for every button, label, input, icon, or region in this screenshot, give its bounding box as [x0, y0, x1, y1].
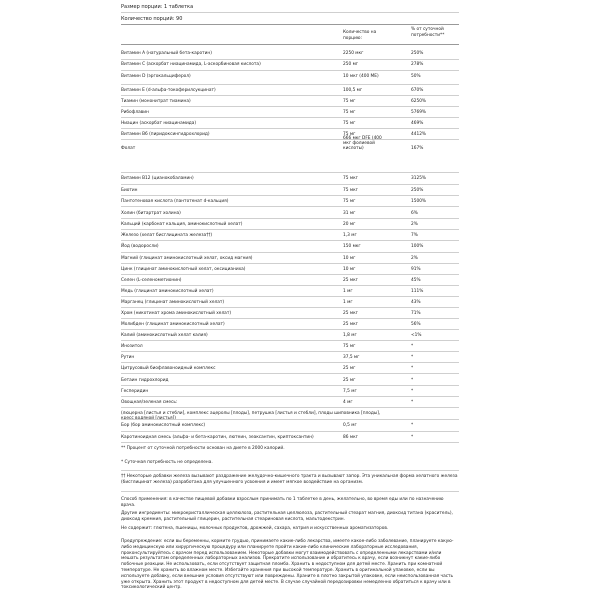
column-header-amount: Количество на порцию: — [343, 30, 377, 41]
nutrient-amount: 25 мг — [343, 378, 356, 383]
nutrient-amount: 25 мкг — [343, 278, 358, 283]
nutrient-amount: 25 мкг — [343, 311, 358, 316]
row-divider — [121, 218, 459, 219]
nutrient-name: Йод (водоросли) — [121, 244, 159, 249]
nutrient-daily-value: 50% — [411, 74, 421, 79]
row-divider — [121, 329, 459, 330]
nutrient-daily-value: * — [411, 378, 414, 383]
row-divider — [121, 296, 459, 297]
directions: Способ применения: в качестве пищевой добавки взрослым принимать по 1 таблетке в день, желательно, во время еды или по назначению врача. — [121, 497, 444, 508]
nutrient-daily-value: * — [411, 389, 414, 394]
nutrient-name: Бетаин гидрохлорид — [121, 378, 169, 383]
nutrient-daily-value: 71% — [411, 311, 421, 316]
nutrient-name: Витамин B6 (пиридоксингидрохлорид) — [121, 132, 210, 137]
nutrient-name: Цинк (глицинат аминокислотный хелат, оксицианиха) — [121, 267, 246, 272]
nutrient-amount: 1,8 мг — [343, 333, 357, 338]
nutrient-name: Ниацин (аскорбат ниацинамида) — [121, 121, 197, 126]
nutrient-daily-value: * — [411, 366, 414, 371]
row-divider — [121, 95, 459, 96]
nutrient-daily-value: 278% — [411, 62, 424, 67]
row-divider — [121, 106, 459, 107]
nutrient-daily-value: 167% — [411, 146, 424, 151]
nutrient-amount: 75 мкг — [343, 188, 358, 193]
row-divider — [121, 139, 459, 140]
footnote-not-established: * Суточная потребность не определена. — [121, 460, 213, 465]
servings-count: Количество порций: 90 — [121, 16, 183, 22]
nutrient-name: Витамин A (натуральный бета-каротин) — [121, 51, 212, 56]
nutrient-daily-value: * — [411, 355, 414, 360]
nutrient-name: Магний (глицинат аминокислотный хелат, оксид магния) — [121, 256, 253, 261]
other-ingredients: Другие ингредиенты: микрокристаллическая целлюлоза, растительная целлюлоза, растительный стеарат магния, диоксид титана (краситель), диоксид кремния, растительный глицерин, растительная стеариновая кислота, мальтодекстрин. — [121, 511, 453, 522]
row-divider — [121, 240, 459, 241]
row-divider — [121, 59, 459, 60]
nutrient-daily-value: * — [411, 435, 414, 440]
row-divider — [121, 396, 459, 397]
row-divider — [121, 184, 459, 185]
nutrient-amount: 250 мг — [343, 62, 359, 67]
row-divider — [121, 206, 459, 207]
row-divider — [121, 70, 459, 71]
nutrient-daily-value: 91% — [411, 267, 421, 272]
nutrient-name: Селен (L-селенометионин) — [121, 278, 182, 283]
row-divider — [121, 285, 459, 286]
nutrient-daily-value: 100% — [411, 244, 424, 249]
nutrient-name: Кальций (карбонат кальция, аминокислотный хелат) — [121, 222, 243, 227]
row-divider — [121, 442, 459, 443]
row-divider — [121, 252, 459, 253]
nutrient-amount: 1,3 мг — [343, 233, 357, 238]
nutrient-name: Каротиноидная смесь (альфа- и бета-каротин, лютеин, зеаксантин, криптоксантин) — [121, 435, 314, 440]
nutrient-amount: 100,5 мг — [343, 88, 363, 93]
nutrient-name: Хром (никотинат хрома аминокислотный хелат) — [121, 311, 231, 316]
row-divider — [121, 318, 459, 319]
nutrient-name: Калий (аминокислотный хелат калия) — [121, 333, 208, 338]
nutrient-amount: 20 мг — [343, 222, 356, 227]
row-divider — [121, 340, 459, 341]
nutrient-name: Витамин E (d-альфа-токоферилсукцинат) — [121, 88, 216, 93]
row-divider — [121, 407, 459, 408]
nutrient-daily-value: 111% — [411, 289, 424, 294]
nutrient-daily-value: * — [411, 344, 414, 349]
row-divider — [121, 419, 459, 420]
nutrient-amount: 4 мг — [343, 400, 353, 405]
nutrient-daily-value: 250% — [411, 188, 424, 193]
nutrient-amount: 25 мкг — [343, 322, 358, 327]
row-divider — [121, 84, 459, 85]
nutrient-amount: 75 мг — [343, 99, 356, 104]
nutrient-daily-value: 250% — [411, 51, 424, 56]
divider — [121, 12, 459, 13]
nutrient-daily-value: 1500% — [411, 199, 427, 204]
nutrient-daily-value: * — [411, 423, 414, 428]
row-divider — [121, 172, 459, 173]
nutrient-amount: 25 мг — [343, 366, 356, 371]
nutrient-name: Рибофлавин — [121, 110, 149, 115]
nutrient-amount: 31 мг — [343, 211, 356, 216]
nutrient-amount: 2250 мкг — [343, 51, 364, 56]
nutrient-name: Марганец (глицинат аминокислотный хелат) — [121, 300, 225, 305]
row-divider — [121, 195, 459, 196]
nutrient-daily-value: 5769% — [411, 110, 427, 115]
row-divider — [121, 373, 459, 374]
nutrient-daily-value: 3125% — [411, 176, 427, 181]
nutrient-name: Железо (хелат бисглицината железа††) — [121, 233, 213, 238]
divider — [121, 24, 459, 25]
nutrient-name: Тиамин (мононитрат тиамина) — [121, 99, 191, 104]
nutrient-daily-value: 469% — [411, 121, 424, 126]
nutrient-name: Фолат — [121, 146, 136, 151]
serving-size: Размер порции: 1 таблетка — [121, 4, 194, 10]
row-divider — [121, 362, 459, 363]
row-divider — [121, 117, 459, 118]
row-divider — [121, 263, 459, 264]
nutrient-amount: 1 мг — [343, 289, 353, 294]
nutrient-name: Пантотеновая кислота (пантотенат d-кальция) — [121, 199, 229, 204]
nutrient-amount: 37,5 мг — [343, 355, 360, 360]
nutrient-name: Овощная/зеленая смесь: — [121, 400, 178, 405]
nutrient-amount: 75 мг — [343, 199, 356, 204]
nutrient-daily-value: 4412% — [411, 132, 427, 137]
row-divider — [121, 229, 459, 230]
nutrient-daily-value: 6% — [411, 211, 418, 216]
nutrient-name: Холин (битартрат холина) — [121, 211, 181, 216]
row-divider — [121, 351, 459, 352]
nutrient-name: Медь (глицинат аминокислотный хелат) — [121, 289, 214, 294]
nutrient-amount: 7,5 мг — [343, 389, 357, 394]
nutrient-name: Инозитол — [121, 344, 143, 349]
nutrient-name: Витамин D (эргокальциферол) — [121, 74, 191, 79]
nutrient-daily-value: <1% — [411, 333, 422, 338]
nutrient-name: Бор (бор аминокислотный комплекс) — [121, 423, 206, 428]
nutrient-daily-value: 2% — [411, 256, 418, 261]
nutrient-name: (люцерна [листья и стебли], комплекс ацеролы [плоды], петрушка [листья и стебли], плоды шиповника [плоды], кресс водяной [листья]) — [121, 411, 381, 421]
nutrient-daily-value: 56% — [411, 322, 421, 327]
nutrient-daily-value: 7% — [411, 233, 418, 238]
column-header-daily-value: % от суточной потребности** — [411, 27, 445, 38]
nutrient-amount: 86 мкг — [343, 435, 358, 440]
nutrient-amount: 75 мг — [343, 132, 356, 137]
nutrient-amount: 1 мг — [343, 300, 353, 305]
nutrient-name: Витамин B12 (цианокобаламин) — [121, 176, 194, 181]
nutrient-name: Цитрусовый биофлавоноидный комплекс — [121, 366, 216, 371]
nutrient-daily-value: 45% — [411, 278, 421, 283]
nutrient-amount: 75 мг — [343, 344, 356, 349]
nutrient-daily-value: 670% — [411, 88, 424, 93]
row-divider — [121, 128, 459, 129]
warning: Предупреждение: если вы беременны, кормите грудью, принимаете какие-либо лекарства, имеете какое-либо заболевание, планируете какую-либо медицинскую или хирургическую процедуру или планируете пройти какие-либо клинические лабораторные исследования, проконсультируйтесь с врачом перед использованием. Некоторые добавки могут взаимодействовать с определенными лекарствами и/или мешать результатам определенных лабораторных анализов. Прекратите использование и обратитесь к врачу, если возникнут какие-либо побочные реакции. Не использовать, если отсутствует защитная пломба. Хранить в недоступном для детей месте. Хранить при комнатной температуре. Не хранить во влажном месте. Избегайте хранения при высокой температуре. Хранить в оригинальной упаковке, если вы используете добавку, если внешние условия отсутствуют или повреждены. Храните в плотно закрытой упаковке, если неиспользованная часть уже открыта. Хранить этот продукт в недоступном для детей месте. В случае случайной передозировки немедленно обратиться к врачу или в токсикологический центр. — [121, 539, 454, 591]
row-divider — [121, 307, 459, 308]
nutrient-daily-value: * — [411, 400, 414, 405]
row-divider — [121, 385, 459, 386]
nutrient-amount: 10 мкг (400 МЕ) — [343, 74, 379, 79]
row-divider — [121, 274, 459, 275]
divider — [121, 491, 459, 492]
nutrient-amount: 75 мг — [343, 121, 356, 126]
nutrient-name: Молибден (глицинат аминокислотный хелат) — [121, 322, 225, 327]
nutrient-daily-value: 6250% — [411, 99, 427, 104]
nutrient-name: Гесперидин — [121, 389, 149, 394]
nutrient-amount: 10 мг — [343, 256, 356, 261]
nutrient-amount: 10 мг — [343, 267, 356, 272]
nutrient-amount: 0,5 мг — [343, 423, 357, 428]
free-from: Не содержит: глютена, пшеницы, молочных продуктов, дрожжей, сахара, натрия и искусственных ароматизаторов. — [121, 526, 389, 531]
footnote-iron: †† Некоторые добавки железа вызывают раздражение желудочно-кишечного тракта и вызывают запор. Эта уникальная форма хелатного железа (бисглицинат железа) разработана для улучшенного усвоения и имеет мягкое воздействие на организм. — [121, 474, 458, 485]
nutrient-amount: 75 мг — [343, 110, 356, 115]
nutrient-name: Рутин — [121, 355, 135, 360]
nutrient-amount: 75 мкг — [343, 176, 358, 181]
nutrient-amount: 666 мкг DFE (400 мкг фолиевой кислоты) — [343, 136, 382, 151]
nutrient-amount: 150 мкг — [343, 244, 361, 249]
divider — [121, 470, 459, 471]
row-divider — [121, 431, 459, 432]
divider — [121, 44, 459, 45]
nutrient-name: Биотин — [121, 188, 138, 193]
nutrient-daily-value: 2% — [411, 222, 418, 227]
nutrient-name: Витамин C (аскорбат ниацинамида, L-аскорбиновая кислота) — [121, 62, 261, 67]
footnote-daily-value: ** Процент от суточной потребности основан на диете в 2000 калорий. — [121, 446, 285, 451]
nutrient-daily-value: 43% — [411, 300, 421, 305]
